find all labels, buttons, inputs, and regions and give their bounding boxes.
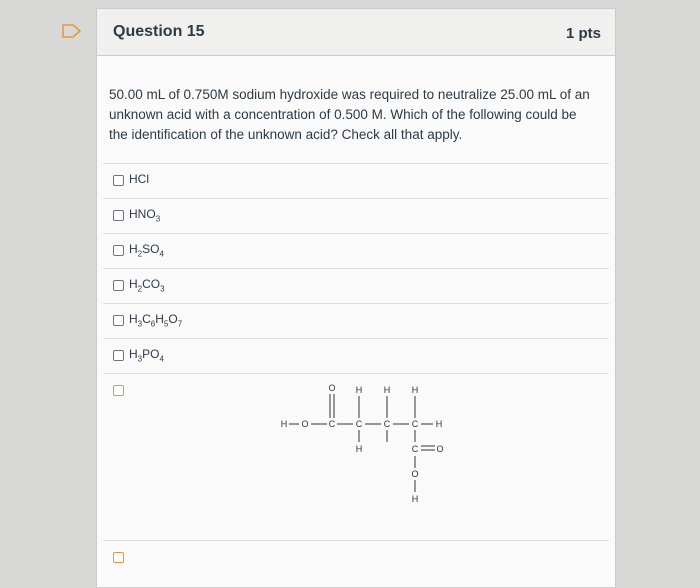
atom-label: O	[411, 469, 419, 479]
answer-option-h2so4[interactable]	[103, 233, 609, 268]
question-points: 1 pts	[565, 25, 601, 42]
answer-option-h3c6h5o7[interactable]	[103, 303, 609, 338]
answer-list	[97, 163, 617, 571]
question-text: 50.00 mL of 0.750M sodium hydroxide was required to neutralize 25.00 mL of an unknown acid with a concentration of 0.500 M. Which of the following could be the identification of the unknown acid? Check all that apply.	[109, 87, 590, 142]
atom-label: O	[301, 419, 309, 429]
answer-option-h3po4[interactable]	[103, 338, 609, 373]
question-card	[96, 8, 616, 588]
atom-label: C	[411, 444, 419, 454]
answer-option-hno3[interactable]	[103, 198, 609, 233]
atom-label: H	[435, 419, 443, 429]
atom-label: C	[411, 419, 419, 429]
atom-label: H	[383, 385, 391, 395]
answer-option-extra[interactable]	[103, 540, 609, 571]
answer-option-h2co3[interactable]	[103, 268, 609, 303]
atom-label: C	[328, 419, 336, 429]
answer-label: $H_2CO_3$	[129, 277, 165, 294]
answer-checkbox[interactable]	[113, 552, 124, 563]
atom-label: H	[355, 444, 363, 454]
answer-label: $H_3C_6H_5O_7$	[129, 312, 183, 329]
atom-label: H	[411, 385, 419, 395]
answer-checkbox[interactable]	[113, 350, 124, 361]
answer-checkbox[interactable]	[113, 175, 124, 186]
answer-label: $H_3PO_4$	[129, 347, 164, 364]
answer-option-hcl[interactable]	[103, 163, 609, 198]
answer-checkbox[interactable]	[113, 315, 124, 326]
answer-checkbox[interactable]	[113, 210, 124, 221]
atom-label: H	[411, 494, 419, 504]
answer-option-structure[interactable]	[103, 373, 609, 540]
atom-label: H	[280, 419, 288, 429]
question-title: Question 15	[113, 23, 205, 40]
atom-label: O	[436, 444, 444, 454]
molecule-structure-image	[273, 380, 473, 530]
answer-checkbox[interactable]	[113, 385, 124, 396]
flag-question-icon[interactable]	[62, 24, 82, 38]
atom-label: O	[328, 383, 336, 393]
question-header	[97, 9, 615, 56]
answer-label: $HNO_3$	[129, 207, 161, 224]
answer-label: $H_2SO_4$	[129, 242, 164, 259]
answer-checkbox[interactable]	[113, 280, 124, 291]
atom-label: C	[383, 419, 391, 429]
atom-label: H	[355, 385, 363, 395]
answer-checkbox[interactable]	[113, 245, 124, 256]
atom-label: C	[355, 419, 363, 429]
answer-label: HCl	[129, 172, 150, 186]
